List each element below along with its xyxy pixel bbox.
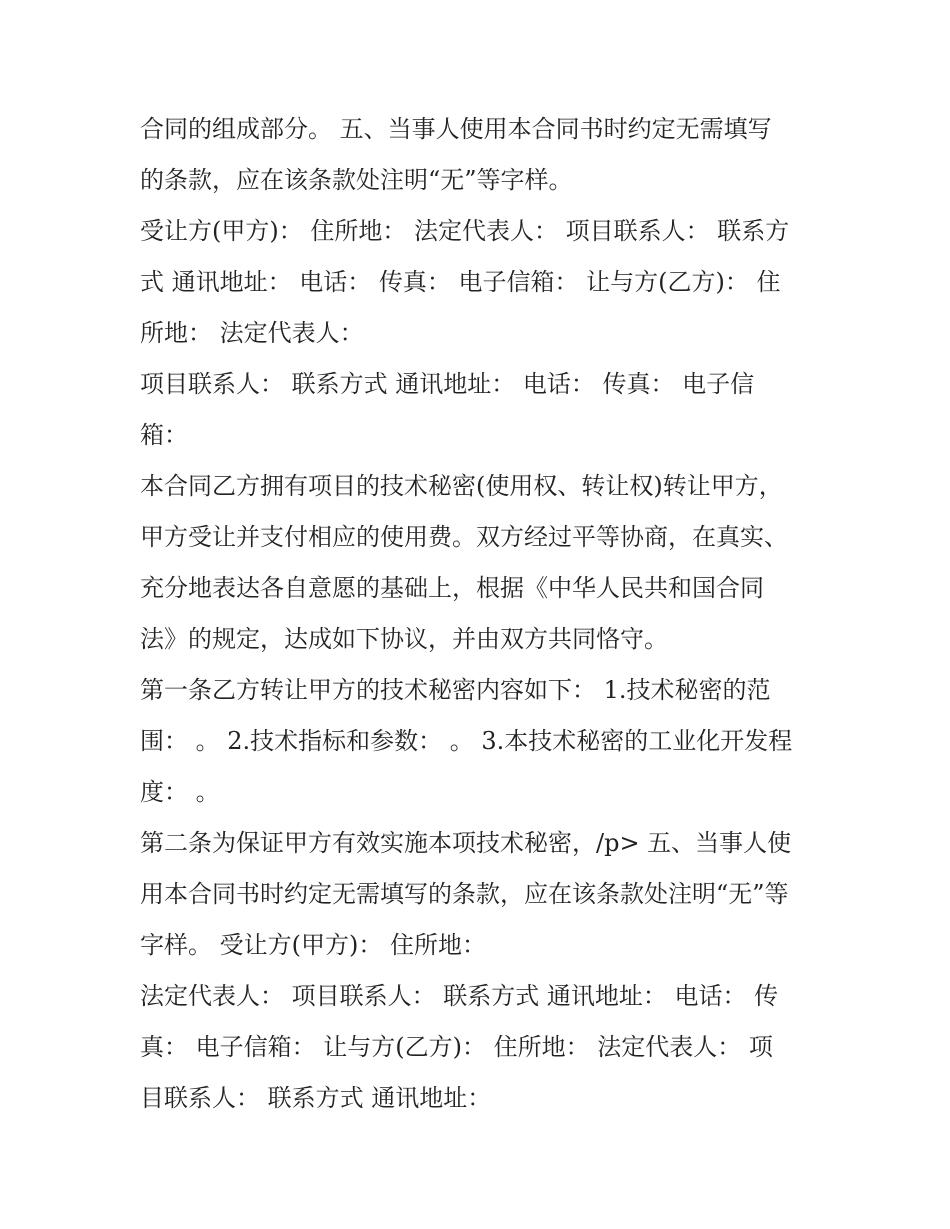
document-page — [140, 104, 820, 1124]
text-line: 真： 电子信箱： 让与方(乙方)： 住所地： 法定代表人： 项 — [140, 1033, 773, 1061]
text-line: 箱： — [140, 421, 188, 449]
text-line: 第一条乙方转让甲方的技术秘密内容如下： 1.技术秘密的范 — [140, 676, 771, 704]
text-line: 目联系人： 联系方式 通讯地址： — [140, 1084, 492, 1112]
text-line: 的条款，应在该条款处注明“无”等字样。 — [140, 166, 573, 194]
text-line: 本合同乙方拥有项目的技术秘密(使用权、转让权)转让甲方， — [140, 472, 783, 500]
text-line: 围： 。 2.技术指标和参数： 。 3.本技术秘密的工业化开发程 — [140, 727, 793, 755]
paragraph-3 — [140, 359, 820, 461]
text-line: 式 通讯地址： 电话： 传真： 电子信箱： 让与方(乙方)： 住 — [140, 268, 781, 296]
text-line: 所地： 法定代表人： — [140, 319, 364, 347]
text-line: 字样。 受让方(甲方)： 住所地： — [140, 931, 486, 959]
text-line: 项目联系人： 联系方式 通讯地址： 电话： 传真： 电子信 — [140, 370, 755, 398]
paragraph-7 — [140, 971, 820, 1124]
text-line: 度： 。 — [140, 778, 220, 806]
paragraph-6 — [140, 818, 820, 971]
paragraph-1 — [140, 104, 820, 206]
text-line: 受让方(甲方)： 住所地： 法定代表人： 项目联系人： 联系方 — [140, 217, 790, 245]
text-line: 甲方受让并支付相应的使用费。双方经过平等协商，在真实、 — [140, 523, 788, 551]
text-line: 第二条为保证甲方有效实施本项技术秘密，/p> 五、当事人使 — [140, 829, 792, 857]
text-line: 法》的规定，达成如下协议，并由双方共同恪守。 — [140, 625, 668, 653]
paragraph-4 — [140, 461, 820, 665]
text-line: 合同的组成部分。 五、当事人使用本合同书时约定无需填写 — [140, 115, 772, 143]
text-line: 充分地表达各自意愿的基础上，根据《中华人民共和国合同 — [140, 574, 764, 602]
text-line: 用本合同书时约定无需填写的条款，应在该条款处注明“无”等 — [140, 880, 789, 908]
text-line: 法定代表人： 项目联系人： 联系方式 通讯地址： 电话： 传 — [140, 982, 779, 1010]
paragraph-5 — [140, 665, 820, 818]
paragraph-2 — [140, 206, 820, 359]
